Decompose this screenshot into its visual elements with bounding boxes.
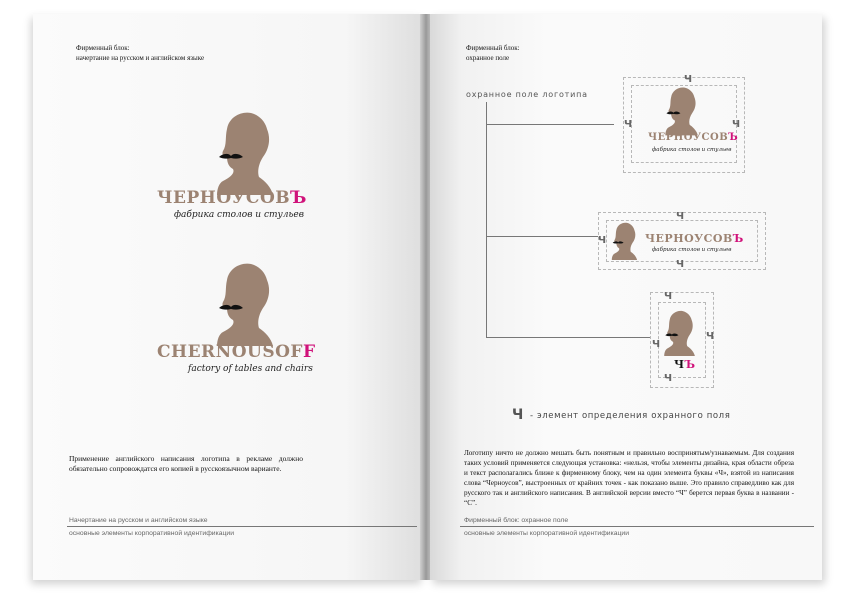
connector-vertical — [486, 102, 487, 338]
mark-letter: Ч — [676, 259, 685, 270]
mark-letter: Ч — [732, 119, 741, 130]
mark-letter: Ч — [652, 339, 661, 350]
logo-head-icon — [610, 222, 638, 260]
legend-letter: Ч — [512, 407, 524, 423]
right-page — [430, 14, 822, 580]
mark-letter: Ч — [664, 291, 673, 302]
logo-head-icon — [213, 111, 275, 195]
logo-ru-accent: Ъ — [290, 188, 307, 208]
example-w-tagline: фабрика столов и стульев — [652, 247, 732, 253]
heading-title: Фирменный блок: — [466, 44, 520, 52]
connector-to-top — [486, 124, 614, 125]
heading-title: Фирменный блок: — [76, 44, 130, 52]
connector-to-bottom — [486, 337, 650, 338]
footer-divider — [67, 526, 417, 527]
connector-to-middle — [486, 236, 598, 237]
mark-letter: Ч — [706, 331, 715, 342]
logo-ru-name: ЧЕРНОУСОВЪ — [157, 188, 307, 208]
heading-subtitle: начертание на русском и английском языке — [76, 54, 205, 62]
body-text: Логотипу ничто не должно мешать быть понятным и правильно воспринятым/узнаваемым. Для создания таких условий применяется следующая установка: «нельзя, чтобы элементы дизайна, края области обреза и текст располагались ближе к фирменному блоку, чем на один элемента буквы «Ч», взятой из написания слова “Черноусов”, выстроенных от крайних точек - как показано выше. Это правило справедливо как для русского так и английского написания. В английской версии вместо “Ч” берется первая буква в названии - “С”. — [464, 449, 794, 507]
example-s-name: ЧЪ — [674, 358, 696, 371]
logo-ru-tagline: фабрика столов и стульев — [174, 210, 304, 220]
field-label: охранное поле логотипа — [466, 90, 588, 99]
body-text: Применение английского написания логотипа в рекламе должно обязательно сопровождатся его копией в русскоязычном варианте. — [69, 454, 303, 473]
footer-subtitle: основные элементы корпоративной идентификации — [69, 530, 234, 537]
footer-divider — [460, 526, 814, 527]
example-h-name: ЧЕРНОУСОВЪ — [648, 132, 739, 143]
logo-head-icon — [662, 310, 696, 356]
footer-subtitle: основные элементы корпоративной идентификации — [464, 530, 629, 537]
logo-en-name: CHERNOUSOFF — [157, 342, 316, 362]
heading-subtitle: охранное поле — [466, 54, 510, 62]
mark-letter: Ч — [676, 211, 685, 222]
legend-text: - элемент определения охранного поля — [530, 411, 731, 421]
logo-en-accent: F — [303, 342, 316, 362]
logo-head-icon — [213, 262, 275, 346]
mark-letter: Ч — [684, 74, 693, 85]
mark-letter: Ч — [664, 373, 673, 384]
logo-en-tagline: factory of tables and chairs — [188, 364, 313, 374]
mark-letter: Ч — [598, 235, 607, 246]
left-page — [33, 14, 423, 580]
footer-title: Начертание на русском и английском языке — [69, 517, 208, 524]
example-h-tagline: фабрика столов и стульев — [652, 147, 732, 153]
mark-letter: Ч — [624, 119, 633, 130]
footer-title: Фирменный блок: охранное поле — [464, 517, 569, 524]
example-w-name: ЧЕРНОУСОВЪ — [645, 232, 744, 245]
logo-head-icon — [663, 86, 699, 136]
